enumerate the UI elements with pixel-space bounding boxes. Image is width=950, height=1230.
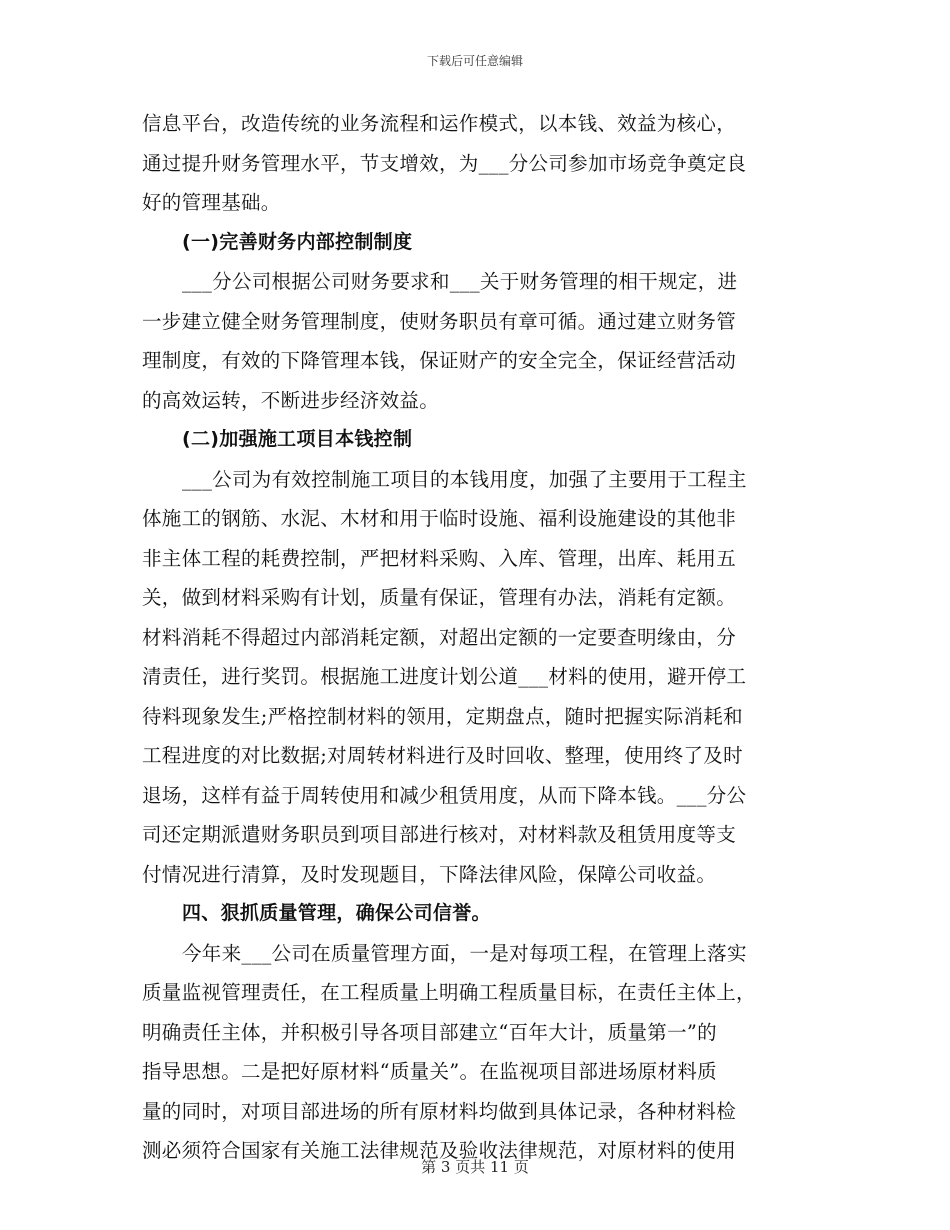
text-line: 明确责任主体，并积极引导各项目部建立“百年大计，质量第一”的 [142,1020,717,1044]
page-number: 第 3 页共 11 页 [421,1158,529,1176]
text-line: ___分公司根据公司财务要求和___关于财务管理的相干规定，进 [182,270,738,293]
text-line: 退场，这样有益于周转使用和减少租赁用度，从而下降本钱。___分公 [142,783,747,807]
text-line: 好的管理基础。 [142,191,281,214]
text-line: 通过提升财务管理水平，节支增效，为___分公司参加市场竞争奠定良 [142,151,747,175]
text-line: 待料现象发生;严格控制材料的领用，定期盘点，随时把握实际消耗和 [142,704,743,728]
text-line: 量的同时，对项目部进场的所有原材料均做到具体记录，各种材料检 [142,1099,737,1123]
section-heading: 四、狠抓质量管理，确保公司信誉。 [182,902,491,924]
page-header: 下载后可任意编辑 [426,54,523,68]
text-line: 理制度，有效的下降管理本钱，保证财产的安全完全，保证经营活动 [142,349,737,372]
text-line: 的高效运转，不断进步经济效益。 [142,388,440,412]
text-line: ___公司为有效控制施工项目的本钱用度，加强了主要用于工程主 [182,467,747,491]
text-line: 质量监视管理责任，在工程质量上明确工程质量目标，在责任主体上， [142,981,756,1004]
text-line: 清责任，进行奖罚。根据施工进度计划公道___材料的使用，避开停工 [142,665,747,688]
section-heading: (一)完善财务内部控制制度 [182,230,413,253]
text-line: 关，做到材料采购有计划，质量有保证，管理有办法，消耗有定额。 [142,586,737,609]
section-heading: (二)加强施工项目本钱控制 [182,428,413,450]
text-line: 体施工的钢筋、水泥、木材和用于临时设施、福利设施建设的其他非 [142,507,737,530]
text-line: 付情况进行清算，及时发现题目，下降法律风险，保障公司收益。 [142,862,717,886]
text-line: 指导思想。二是把好原材料“质量关”。在监视项目部进场原材料质 [142,1060,717,1083]
text-line: 今年来___公司在质量管理方面，一是对每项工程，在管理上落实 [182,941,747,965]
document-body [142,104,808,1171]
text-line: 一步建立健全财务管理制度，使财务职员有章可循。通过建立财务管 [142,309,737,333]
text-line: 材料消耗不得超过内部消耗定额，对超出定额的一定要查明缘由，分 [142,625,737,649]
text-line: 司还定期派遣财务职员到项目部进行核对，对材料款及租赁用度等支 [142,823,737,846]
text-line: 工程进度的对比数据;对周转材料进行及时回收、整理，使用终了及时 [142,744,743,767]
text-line: 测必须符合国家有关施工法律规范及验收法律规范，对原材料的使用 [142,1139,737,1162]
text-line: 信息平台，改造传统的业务流程和运作模式，以本钱、效益为核心， [142,112,737,135]
text-line: 非主体工程的耗费控制，严把材料采购、入库、管理，出库、耗用五 [142,546,737,570]
